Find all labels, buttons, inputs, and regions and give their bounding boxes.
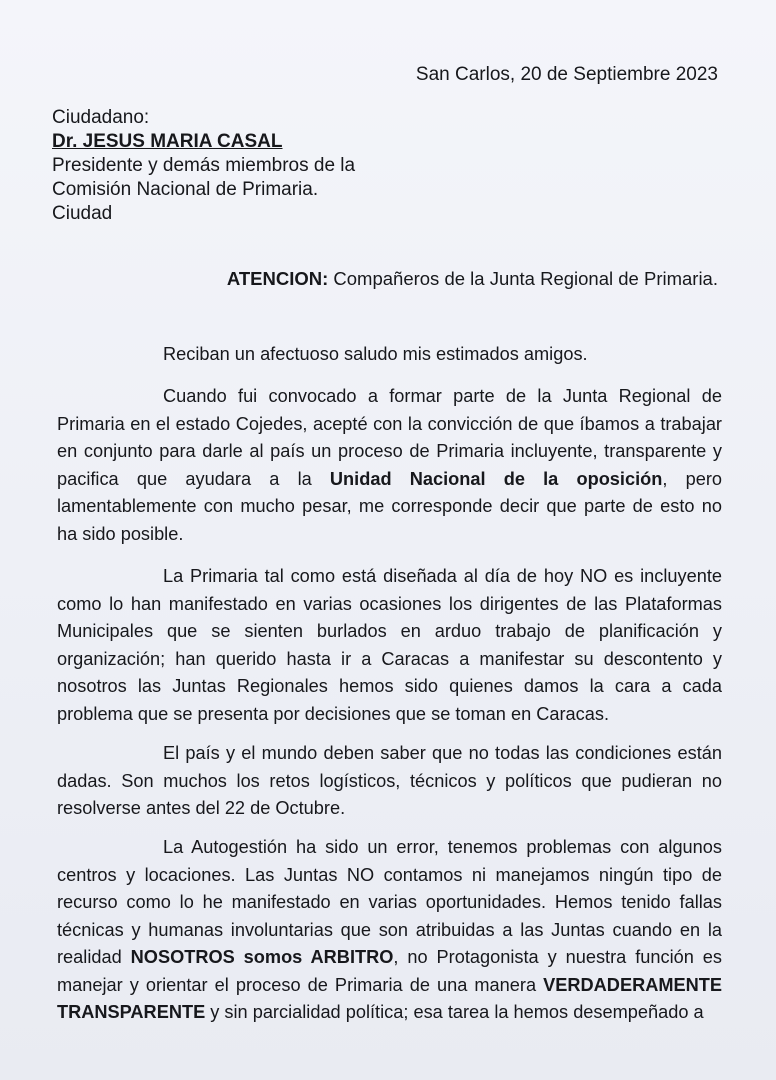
paragraph-text: Cuando fui convocado a formar parte de la Junta Regional de Primaria en el estado Cojedes, acepté con la convicción de que íbamos a trabajar en conjunto para darle al país un proceso de Primaria incluyente, transparente y pacifica que ayudara a la bbox=[57, 386, 722, 489]
greeting-paragraph bbox=[57, 341, 722, 369]
attention-label: ATENCION: bbox=[226, 268, 329, 289]
paragraph-autogestion bbox=[57, 834, 722, 1027]
letter-date: San Carlos, 20 de Septiembre 2023 bbox=[415, 64, 718, 85]
emphasis-text: VERDADERAMENTE TRANSPARENTE bbox=[57, 974, 722, 1022]
paragraph-text: El país y el mundo deben saber que no todas las condiciones están dadas. Son muchos los retos logísticos, técnicos y políticos que pudieran no resolverse antes del 22 de Octubre. bbox=[57, 743, 722, 818]
recipient-salutation: Ciudadano: bbox=[52, 107, 150, 128]
paragraph-primaria bbox=[57, 563, 722, 728]
paragraph-text: y sin parcialidad política; esa tarea la hemos desempeñado a bbox=[205, 1002, 704, 1022]
recipient-name: Dr. JESUS MARIA CASAL bbox=[52, 131, 283, 152]
attention-line bbox=[227, 268, 718, 290]
paragraph-text: La Primaria tal como está diseñada al día de hoy NO es incluyente como lo han manifestado en varias ocasiones los dirigentes de las Plataformas Municipales que se sienten burlados en arduo trabajo de planificación y organización; han querido hasta ir a Caracas a manifestar su descontento y nosotros las Juntas Regionales hemos sido quienes damos la cara a cada problema que se presenta por decisiones que se toman en Caracas. bbox=[57, 566, 722, 724]
recipient-line-2: Comisión Nacional de Primaria. bbox=[52, 179, 319, 200]
recipient-line-3: Ciudad bbox=[52, 203, 113, 224]
recipient-block bbox=[52, 106, 355, 226]
greeting-text: Reciban un afectuoso saludo mis estimados amigos. bbox=[163, 344, 588, 364]
paragraph-convocation bbox=[57, 383, 722, 548]
attention-text: Compañeros de la Junta Regional de Primaria. bbox=[328, 268, 718, 289]
emphasis-text: NOSOTROS somos ARBITRO bbox=[130, 947, 394, 967]
emphasis-text: Unidad Nacional de la oposición bbox=[329, 468, 663, 489]
paragraph-text: , pero lamentablemente con mucho pesar, me corresponde decir que parte de esto no ha sido posible. bbox=[57, 468, 722, 544]
recipient-line-1: Presidente y demás miembros de la bbox=[52, 155, 356, 176]
paragraph-conditions bbox=[57, 740, 722, 823]
paragraph-text: La Autogestión ha sido un error, tenemos problemas con algunos centros y locaciones. Las Juntas NO contamos ni manejamos ningún tipo de recurso como lo he manifestado en varias oportunidades. Hemos tenido fallas técnicas y humanas involuntarias que son atribuidas a las Juntas cuando en la realidad bbox=[57, 837, 722, 967]
paragraph-text: , no Protagonista y nuestra función es manejar y orientar el proceso de Primaria de una manera bbox=[57, 947, 722, 995]
